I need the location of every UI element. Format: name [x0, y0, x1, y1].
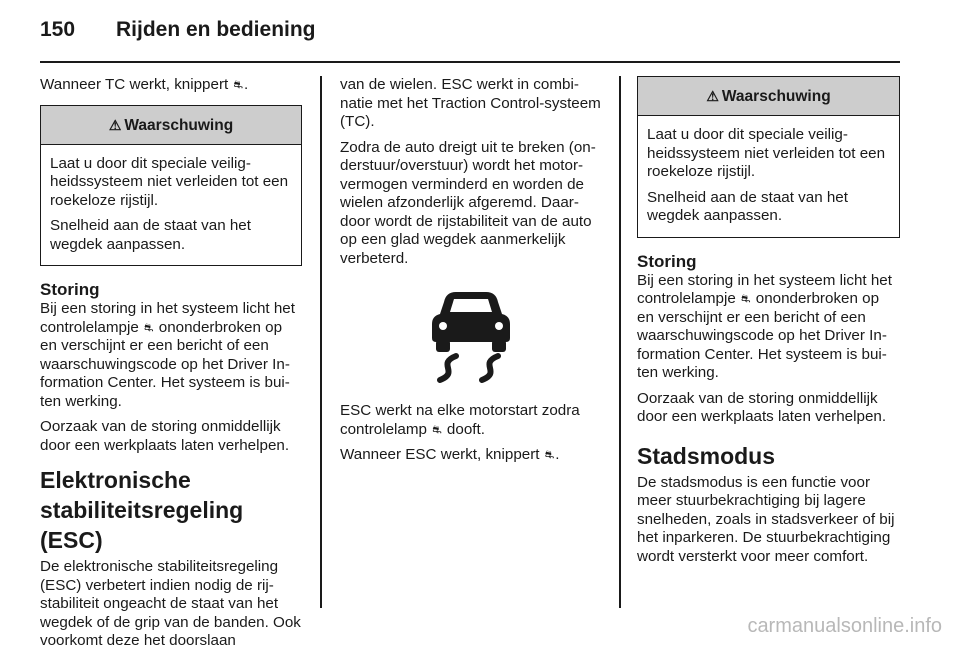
- warning-triangle-icon: ⚠: [706, 88, 719, 104]
- warning-title: Waarschuwing: [721, 88, 831, 105]
- warning-text: Laat u door dit speciale veiligheidssysteem niet verleiden tot een roekeloze rijstijl.: [647, 126, 886, 180]
- storing-paragraph: Bij een storing in het systeem licht het controlelampje ⛐ ononderbroken op en verschijnt er een bericht of een waarschuwingscode op het Driver Information Center. Het systeem is buiten werking.: [40, 300, 295, 410]
- warning-header: [41, 106, 301, 145]
- column-2: [340, 76, 602, 472]
- column-1: [40, 76, 302, 658]
- column-divider-2: [619, 76, 621, 608]
- esc-paragraph-cont: van de wielen. ESC werkt in combinatie met het Traction Control-systeem (TC).: [340, 76, 601, 130]
- esc-lamp-illustration: [340, 280, 602, 388]
- esc-lamp-icon: ⛐: [233, 79, 243, 91]
- esc-lamp-icon: ⛐: [544, 449, 555, 461]
- esc-lamp-icon: ⛐: [741, 293, 751, 305]
- esc-start-paragraph: ESC werkt na elke motorstart zodra controlelamp ⛐ dooft.: [340, 402, 580, 438]
- storing-paragraph-2: Oorzaak van de storing onmiddellijk door een werkplaats laten verhelpen.: [40, 418, 290, 454]
- warning-text: Laat u door dit speciale veiligheidssysteem niet verleiden tot een roekeloze rijstijl.: [50, 154, 289, 209]
- column-3: [637, 76, 900, 573]
- warning-triangle-icon: ⚠: [108, 116, 122, 133]
- esc-flash-paragraph: Wanneer ESC werkt, knippert ⛐.: [340, 446, 560, 463]
- section-heading-esc: Elektronische stabiliteitsregeling (ESC): [40, 467, 244, 553]
- esc-skid-car-icon: [340, 280, 602, 388]
- section-heading-stadsmodus: Stadsmodus: [637, 442, 776, 469]
- page-number: 150: [40, 18, 76, 41]
- storing-paragraph-2: Oorzaak van de storing onmiddellijk door een werkplaats laten verhelpen.: [637, 389, 887, 425]
- page-title: Rijden en bediening: [116, 18, 316, 41]
- esc-paragraph: De elektronische stabiliteitsregeling (ESC) verbetert indien nodig de rijstabiliteit ongeacht de staat van het wegdek of de grip van de banden. Ook voorkomt deze het doorslaan: [40, 558, 301, 649]
- warning-header: [638, 77, 899, 116]
- warning-box: [40, 105, 302, 267]
- warning-box: [637, 76, 900, 238]
- section-heading-storing: Storing: [40, 280, 100, 299]
- tc-paragraph: Wanneer TC werkt, knippert ⛐.: [40, 76, 249, 93]
- esc-lamp-icon: ⛐: [144, 321, 154, 334]
- section-heading-storing: Storing: [637, 251, 697, 271]
- column-divider-1: [320, 76, 322, 608]
- esc-paragraph-2: Zodra de auto dreigt uit te breken (onderstuur/overstuur) wordt het motorvermogen verminderd en worden de wielen afzonderlijk afgeremd. Daardoor wordt de rijstabiliteit van de auto op een glad wegdek aanmerkelijk verbeterd.: [340, 138, 596, 267]
- warning-title: Waarschuwing: [124, 116, 234, 134]
- header-divider: [40, 61, 900, 63]
- esc-lamp-icon: ⛐: [432, 423, 442, 436]
- warning-text: Snelheid aan de staat van het wegdek aanpassen.: [647, 188, 848, 224]
- watermark: carmanualsonline.info: [747, 615, 942, 637]
- storing-paragraph: Bij een storing in het systeem licht het controlelampje ⛐ ononderbroken op en verschijnt er een bericht of een waarschuwingscode op het Driver Information Center. Het systeem is buiten werking.: [637, 271, 892, 381]
- warning-text: Snelheid aan de staat van het wegdek aanpassen.: [50, 217, 251, 253]
- stadsmodus-paragraph: De stadsmodus is een functie voor meer stuurbekrachtiging bij lagere snelheden, zoals in stadsverkeer of bij het inparkeren. De stuurbekrachtiging wordt versterkt voor meer comfort.: [637, 473, 895, 565]
